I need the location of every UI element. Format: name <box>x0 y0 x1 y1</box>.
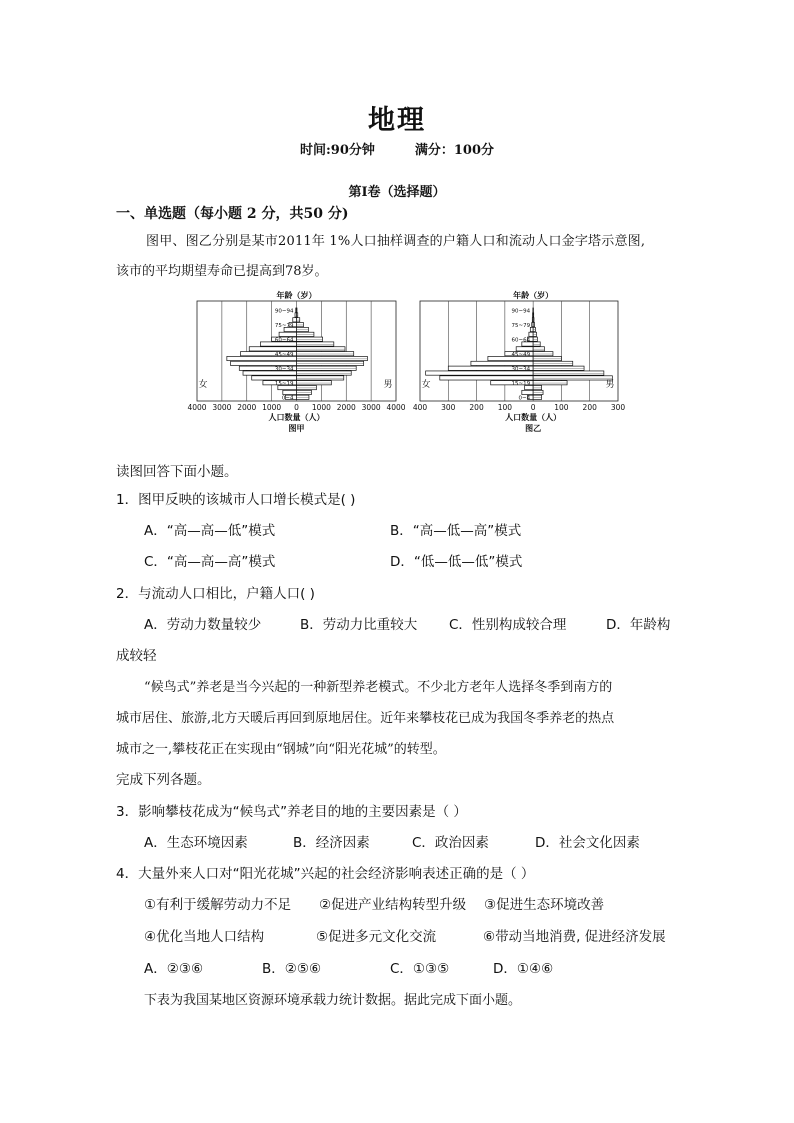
question-4-stem: 4．大量外来人口对“阳光花城”兴起的社会经济影响表述正确的是（ ） <box>116 866 535 882</box>
bar-male <box>533 337 537 341</box>
q2-option-a[interactable]: A．劳动力数量较少 <box>144 617 262 633</box>
bar-male <box>297 371 352 375</box>
bar-male <box>297 347 346 351</box>
question-type-heading: 一、单选题（每小题 2 分，共50 分) <box>116 206 349 222</box>
x-tick-label: 3000 <box>361 403 381 412</box>
q1-option-a[interactable]: A．“高—高—低”模式 <box>144 523 276 539</box>
bar-male <box>533 352 553 356</box>
q2-option-d[interactable]: D．年龄构 <box>606 617 671 633</box>
page-title: 地理 <box>368 105 426 136</box>
intro-paragraph-line: 该市的平均期望寿命已提高到78岁。 <box>116 264 328 279</box>
exam-score: 满分：100分 <box>414 143 495 158</box>
q4-statement-1: ①有利于缓解劳动力不足 <box>144 897 292 913</box>
x-tick-label: 200 <box>582 403 597 412</box>
male-label: 男 <box>383 380 393 390</box>
bar-male <box>533 347 544 351</box>
q2-option-c[interactable]: C．性别构成较合理 <box>449 617 567 633</box>
x-tick-label: 0 <box>530 403 536 412</box>
exam-time: 时间:90分钟 <box>299 143 375 158</box>
q4-option-a[interactable]: A．②③⑥ <box>144 961 204 977</box>
male-label: 男 <box>605 380 615 390</box>
bar-male <box>297 327 309 331</box>
age-tick-label: 90~94 <box>274 308 294 315</box>
x-tick-label: 3000 <box>212 403 232 412</box>
bar-male <box>297 385 317 389</box>
bar-male <box>297 356 368 360</box>
x-tick-label: 4000 <box>187 403 207 412</box>
age-tick-label: 45~49 <box>274 352 294 358</box>
q4-option-c[interactable]: C．①③⑤ <box>390 961 450 977</box>
bar-male <box>297 337 323 341</box>
bar-female <box>516 347 533 351</box>
bar-male <box>533 356 561 360</box>
bar-male <box>297 361 364 365</box>
bar-male <box>533 342 540 346</box>
intro-paragraph-line: 图甲、图乙分别是某市2011年 1%人口抽样调查的户籍人口和流动人口金字塔示意图, <box>146 234 646 249</box>
bar-male <box>297 390 312 394</box>
y-axis-title: 年龄（岁） <box>276 291 317 300</box>
age-tick-label: 30~34 <box>511 366 531 373</box>
bar-male <box>533 395 541 399</box>
y-axis-title: 年龄（岁） <box>513 291 554 300</box>
q3-option-d[interactable]: D．社会文化因素 <box>535 835 640 851</box>
x-tick-label: 2000 <box>237 403 257 412</box>
intro-paragraph-line: 下表为我国某地区资源环境承载力统计数据。据此完成下面小题。 <box>144 993 522 1008</box>
chart-caption: 图甲 <box>288 424 305 433</box>
bar-male <box>533 318 534 322</box>
age-tick-label: 60~64 <box>274 337 294 344</box>
bar-female <box>231 361 297 365</box>
q2-option-b[interactable]: B．劳动力比重较大 <box>300 617 418 633</box>
chart-caption: 图乙 <box>525 424 542 433</box>
female-label: 女 <box>421 380 431 390</box>
bar-male <box>533 385 541 389</box>
bar-female <box>529 332 533 336</box>
q3-option-c[interactable]: C．政治因素 <box>412 835 489 851</box>
bar-male <box>533 381 567 385</box>
bar-male <box>533 390 543 394</box>
bar-male <box>297 366 357 370</box>
x-tick-label: 100 <box>554 403 569 412</box>
age-tick-label: 15~19 <box>274 381 294 388</box>
question-3-stem: 3．影响攀枝花成为“候鸟式”养老目的地的主要因素是（ ） <box>116 804 467 820</box>
x-tick-label: 0 <box>294 403 299 412</box>
bar-male <box>297 332 314 336</box>
age-tick-label: 30~34 <box>274 366 294 373</box>
bar-male <box>533 371 604 375</box>
x-tick-label: 1000 <box>311 403 331 412</box>
bar-female <box>471 361 533 365</box>
q2-option-d-continued: 成较轻 <box>116 648 157 664</box>
x-tick-label: 300 <box>441 403 456 412</box>
x-tick-label: 4000 <box>386 403 406 412</box>
intro-paragraph-line: 城市之一,攀枝花正在实现由“钢城”向“阳光花城”的转型。 <box>116 742 446 757</box>
q1-option-b[interactable]: B．“高—低—高”模式 <box>390 523 522 539</box>
bar-male <box>297 381 332 385</box>
bar-female <box>252 376 297 380</box>
x-tick-label: 1000 <box>262 403 282 412</box>
bar-male <box>533 313 534 317</box>
intro-paragraph-line: “候鸟式”养老是当今兴起的一种新型养老模式。不少北方老年人选择冬季到南方的 <box>144 680 613 695</box>
bar-female <box>279 332 296 336</box>
q4-statement-3: ③促进生态环境改善 <box>484 897 605 913</box>
section-title: 第Ⅰ卷（选择题） <box>348 185 446 200</box>
bar-male <box>533 327 535 331</box>
done-prompt: 完成下列各题。 <box>116 772 211 788</box>
bar-female <box>293 318 297 322</box>
population-pyramid-jia <box>180 284 410 444</box>
q4-statement-2: ②促进产业结构转型升级 <box>319 897 467 913</box>
bar-male <box>297 376 344 380</box>
bar-female <box>440 376 533 380</box>
bar-male <box>533 366 584 370</box>
bar-male <box>533 332 536 336</box>
bar-male <box>533 323 534 327</box>
x-axis-title: 人口数量（人） <box>268 413 325 422</box>
population-pyramid-yi <box>412 284 637 444</box>
x-axis-title: 人口数量（人） <box>505 413 562 422</box>
question-2-stem: 2．与流动人口相比，户籍人口( ) <box>116 586 315 602</box>
x-tick-label: 400 <box>412 403 428 412</box>
age-tick-label: 90~94 <box>511 308 531 315</box>
bar-male <box>533 361 573 365</box>
exam-info <box>0 139 794 158</box>
q4-statement-5: ⑤促进多元文化交流 <box>316 929 437 945</box>
age-tick-label: 45~49 <box>511 352 531 358</box>
bar-male <box>297 323 304 327</box>
q1-option-c[interactable]: C．“高—高—高”模式 <box>144 554 276 570</box>
read-prompt: 读图回答下面小题。 <box>116 464 238 480</box>
bar-female <box>283 390 297 394</box>
q1-option-d[interactable]: D．“低—低—低”模式 <box>390 554 523 570</box>
bar-male <box>297 313 298 317</box>
q3-option-a[interactable]: A．生态环境因素 <box>144 835 248 851</box>
bar-male <box>297 342 334 346</box>
x-tick-label: 200 <box>469 403 484 412</box>
age-tick-label: 75~79 <box>511 322 531 329</box>
bar-female <box>530 327 533 331</box>
q4-option-b[interactable]: B．②⑤⑥ <box>262 961 322 977</box>
bar-male <box>297 352 354 356</box>
q4-option-d[interactable]: D．①④⑥ <box>493 961 554 977</box>
female-label: 女 <box>198 380 208 390</box>
age-tick-label: 0~4 <box>518 395 531 402</box>
age-tick-label: 75~79 <box>274 322 294 329</box>
bar-male <box>533 376 612 380</box>
age-tick-label: 0~4 <box>281 395 294 402</box>
bar-male <box>297 318 300 322</box>
x-tick-label: 300 <box>610 403 626 412</box>
intro-paragraph-line: 城市居住、旅游,北方天暖后再回到原地居住。近年来攀枝花已成为我国冬季养老的热点 <box>116 711 615 726</box>
question-1-stem: 1．图甲反映的该城市人口增长模式是( ) <box>116 492 356 508</box>
bar-male <box>297 395 309 399</box>
age-tick-label: 60~64 <box>511 337 531 344</box>
x-tick-label: 2000 <box>336 403 356 412</box>
age-tick-label: 15~19 <box>511 381 531 388</box>
q4-statement-6: ⑥带动当地消费, 促进经济发展 <box>483 929 666 945</box>
q4-statement-4: ④优化当地人口结构 <box>144 929 265 945</box>
q3-option-b[interactable]: B．经济因素 <box>293 835 370 851</box>
bar-female <box>249 347 296 351</box>
bar-female <box>522 390 533 394</box>
x-tick-label: 100 <box>497 403 513 412</box>
